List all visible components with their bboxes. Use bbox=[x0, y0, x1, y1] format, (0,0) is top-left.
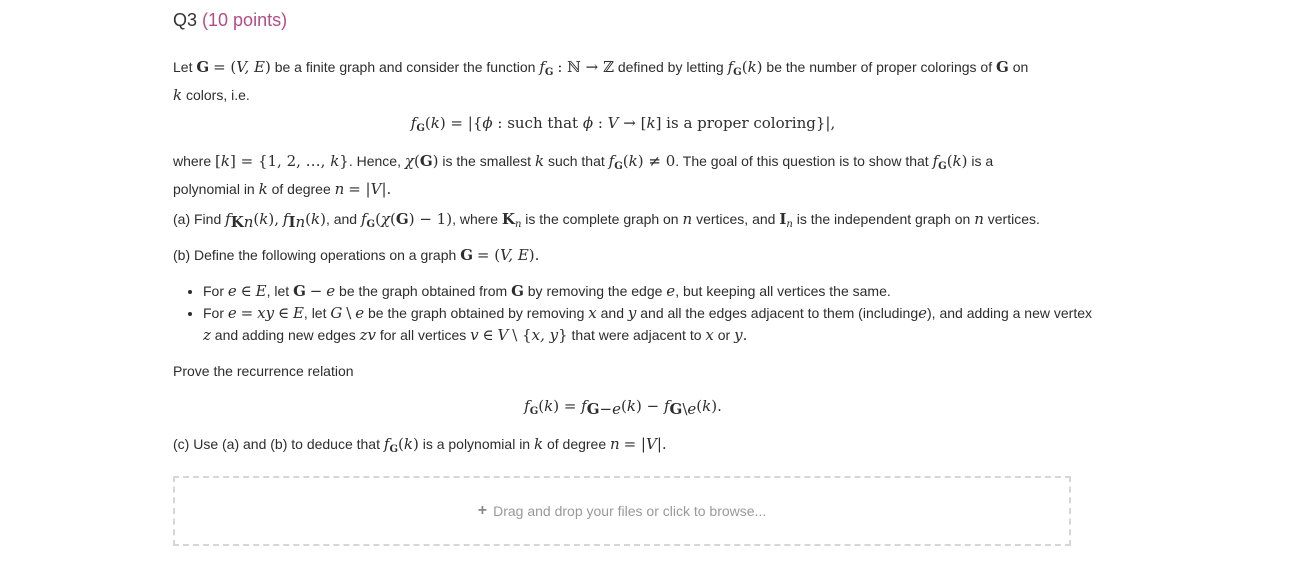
coloring-definition-formula: $f_G(k) = |\{\phi$ : such that ϕ : V → [k] is a proper coloring}|, bbox=[410, 114, 836, 134]
plus-icon: + bbox=[477, 502, 488, 519]
operations-list bbox=[173, 280, 1103, 346]
intro-paragraph: Let G = (V, E) be a finite graph and consider the function $f_G$ : ℕ → ℤ defined by letting $f_G(k)$ be the number of proper colorings of G on k colors, i.e. bbox=[173, 58, 1029, 104]
question-points: (10 points) bbox=[202, 10, 288, 30]
recurrence-formula: $f_G(k) = f_{G-e}(k) - f_{G\backslash e}(k)$. bbox=[524, 397, 722, 418]
dropzone-label: Drag and drop your files or click to browse... bbox=[493, 503, 767, 519]
part-a: (a) Find $f_{Kn}(k)$, $f_{In}(k)$, and $f_G(\chi(G) - 1)$, where $K_n$ is the complete graph on n vertices, and $I_n$ is the independent graph on n vertices. bbox=[173, 210, 1040, 231]
file-dropzone[interactable] bbox=[173, 476, 1071, 546]
list-item: • For e = xy ∈ E, let G \ e be the graph obtained by removing x and y and all the edges adjacent to them (includinge), and adding a new vertex z and adding new edges zv for all vertices v ∈ V \ {x, y} that were adjacent to x or y. bbox=[203, 302, 1103, 346]
question-header bbox=[173, 10, 287, 31]
list-item: • For e ∈ E, let G − e be the graph obtained from G by removing the edge e, but keeping all vertices the same. bbox=[203, 280, 1103, 302]
part-c: (c) Use (a) and (b) to deduce that $f_G(k)$ is a polynomial in k of degree n = |V|. bbox=[173, 435, 667, 455]
question-number: Q3 bbox=[173, 10, 198, 30]
prove-recurrence-text: Prove the recurrence relation bbox=[173, 363, 354, 379]
where-paragraph: where [k] = {1, 2, …, k}. Hence, χ(G) is the smallest k such that $f_G(k) \ne 0$. The goal of this question is to show that $f_G(k)$ is a polynomial in k of degree n = |V|. bbox=[173, 152, 994, 198]
part-b: (b) Define the following operations on a graph G = (V, E). bbox=[173, 246, 540, 264]
